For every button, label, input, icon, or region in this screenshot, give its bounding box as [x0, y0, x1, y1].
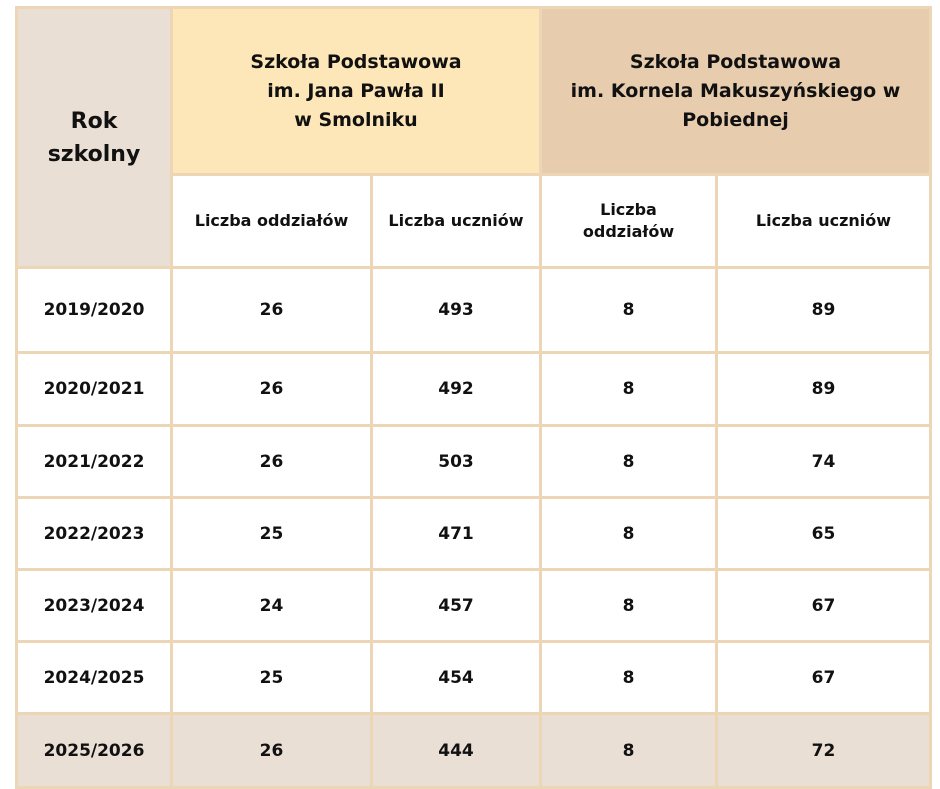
school-1-classes-cell: 26 — [172, 714, 372, 788]
table-row — [17, 268, 931, 353]
school-1-students-cell: 444 — [372, 714, 541, 788]
school-1-classes-cell: 26 — [172, 353, 372, 426]
table-row — [17, 570, 931, 642]
school-1-classes-cell: 25 — [172, 642, 372, 714]
school-1-classes-cell: 26 — [172, 426, 372, 498]
year-cell: 2023/2024 — [17, 570, 172, 642]
school-2-classes-cell: 8 — [541, 570, 717, 642]
school-2-students-cell: 65 — [717, 498, 931, 570]
table-row — [17, 426, 931, 498]
year-column-header: Rok szkolny — [17, 8, 172, 268]
school-2-students-cell: 89 — [717, 268, 931, 353]
school-2-students-cell: 67 — [717, 570, 931, 642]
school-1-students-cell: 492 — [372, 353, 541, 426]
year-cell: 2024/2025 — [17, 642, 172, 714]
school-1-students-cell: 454 — [372, 642, 541, 714]
school-1-classes-cell: 26 — [172, 268, 372, 353]
school-1-students-cell: 471 — [372, 498, 541, 570]
header-row-schools — [17, 8, 931, 175]
table-row — [17, 353, 931, 426]
table-row — [17, 714, 931, 788]
school-1-classes-cell: 24 — [172, 570, 372, 642]
school-1-students-cell: 503 — [372, 426, 541, 498]
year-cell: 2020/2021 — [17, 353, 172, 426]
schools-table-wrapper — [15, 6, 932, 789]
school-2-students-cell: 67 — [717, 642, 931, 714]
school-2-header: Szkoła Podstawowa im. Kornela Makuszyńskiego w Pobiednej — [541, 8, 931, 175]
school-2-students-cell: 74 — [717, 426, 931, 498]
year-cell: 2025/2026 — [17, 714, 172, 788]
schools-table — [15, 6, 932, 789]
school-2-classes-cell: 8 — [541, 498, 717, 570]
school-2-students-header: Liczba uczniów — [717, 175, 931, 268]
school-2-classes-cell: 8 — [541, 642, 717, 714]
school-2-classes-cell: 8 — [541, 353, 717, 426]
school-2-classes-cell: 8 — [541, 268, 717, 353]
school-1-header: Szkoła Podstawowa im. Jana Pawła II w Smolniku — [172, 8, 541, 175]
school-2-classes-header: Liczba oddziałów — [541, 175, 717, 268]
year-cell: 2019/2020 — [17, 268, 172, 353]
school-1-students-header: Liczba uczniów — [372, 175, 541, 268]
school-1-classes-cell: 25 — [172, 498, 372, 570]
school-2-students-cell: 72 — [717, 714, 931, 788]
school-1-students-cell: 493 — [372, 268, 541, 353]
school-1-classes-header: Liczba oddziałów — [172, 175, 372, 268]
year-cell: 2022/2023 — [17, 498, 172, 570]
school-1-students-cell: 457 — [372, 570, 541, 642]
year-cell: 2021/2022 — [17, 426, 172, 498]
school-2-students-cell: 89 — [717, 353, 931, 426]
table-row — [17, 498, 931, 570]
table-row — [17, 642, 931, 714]
school-2-classes-cell: 8 — [541, 426, 717, 498]
school-2-classes-cell: 8 — [541, 714, 717, 788]
